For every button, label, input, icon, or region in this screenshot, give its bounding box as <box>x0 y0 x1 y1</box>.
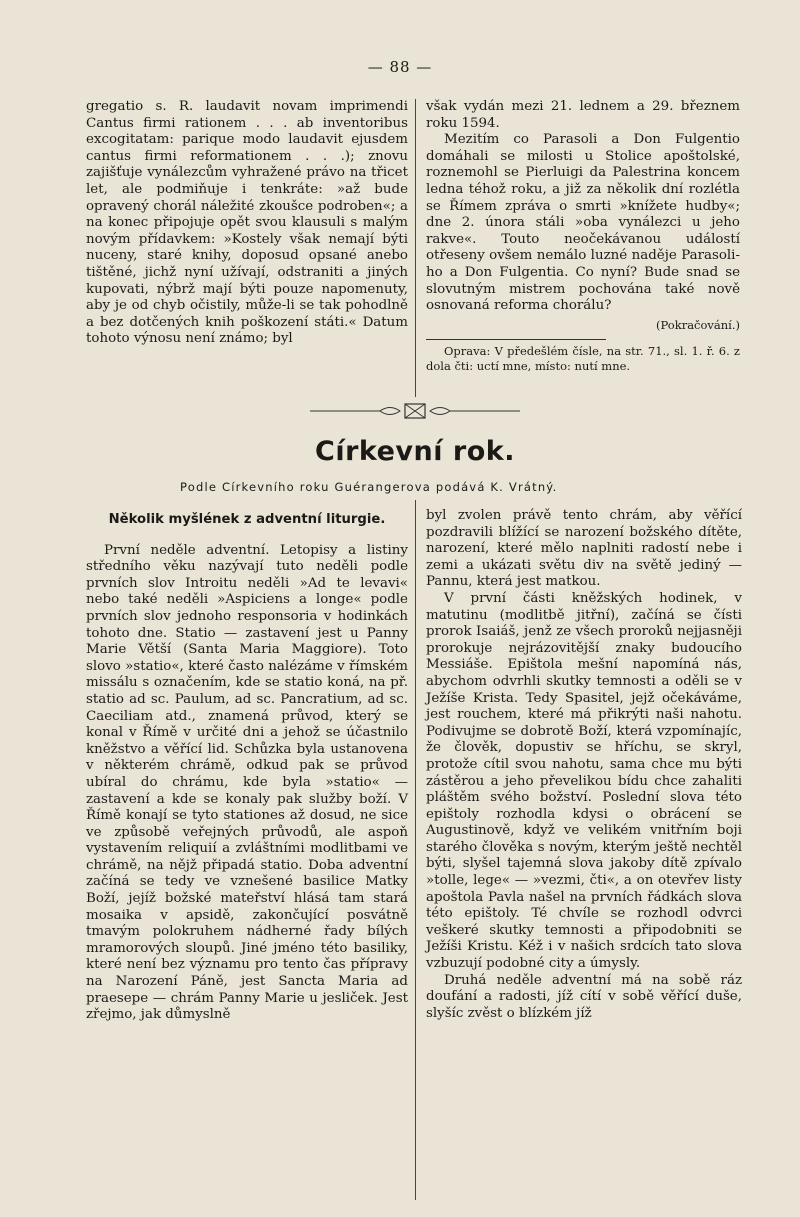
ornament-divider <box>310 400 520 422</box>
top-right-column <box>426 99 740 374</box>
bottom-right-column <box>426 508 742 1022</box>
page-number: — 88 — <box>367 58 433 76</box>
paragraph: První neděle adventní. Letopisy a listiny středního věku nazývají tuto neděli podle prvních slov Introitu neděli »Ad te levavi« nebo také neděli »Aspiciens a longe« podle prvních slov jednoho responsoria v hodinkách tohoto dne. Statio — zastavení jest u Panny Marie Větší (Santa Maria Maggiore). Toto slovo »statio«, které často nalézáme v římském missálu s označením, kde se statio koná, na př. statio ad sc. Paulum, ad sc. Pancratium, ad sc. Caeciliam atd., znamená průvod, který se konal v Římě v určité dni a jehož se účastnilo kněžstvo a věřící lid. Schůzka byla ustanovena v některém chrámě, odkud pak se průvod ubíral do chrámu, kde byla »statio« — zastavení a kde se konaly pak služby boží. V Římě konají se tyto stationes až dosud, ne sice ve způsobě veřejných průvodů, ale aspoň vystavením reliquií a zvláštními modlitbami ve chrámě, na nějž připadá statio. Doba adventní začíná se tedy ve vznešené basilice Matky Boží, jejíž božské mateřství hlásá tam stará mosaika v apsidě, zakončující posvátně tmavým polokruhem nádherné řady bílých mramorových sloupů. Jiné jméno této basiliky, které není bez významu pro tento čas přípravy na Narození Páně, jest Sancta Maria ad praesepe — chrám Panny Marie u jesliček. Jest zřejmo, jak důmyslně <box>86 542 408 1023</box>
paragraph: byl zvolen právě tento chrám, aby věřící pozdravili blížící se narození božského dítěte, narození, které mělo naplniti radostí nebe i zemi a ukázati světu div na světě jediný — Pannu, která jest matkou. <box>426 508 742 590</box>
top-left-column <box>86 99 408 348</box>
paragraph: gregatio s. R. laudavit novam imprimendi Cantus firmi rationem . . . ab inventoribus excogitatam: parique modo laudavit ejusdem cantus firmi reformationem . . .); znovu zajišťuje vynálezcům vyhražené právo na třicet let, ale podmiňuje i tenkráte: »až bude opravený chorál náležité zkoušce podroben«; a na konec připojuje opět svou klausuli s malým novým přídavkem: »Kostely však nemají býti nuceny, staré knihy, doposud opsané anebo tištěné, jichž nyní užívají, odstraniti a jiných kupovati, nýbrž mají býti pouze napomenuty, aby je od chyb očistily, může-li se tak pohodlně a bez dotčených knih poškození státi.« Datum tohoto výnosu není známo; byl <box>86 99 408 347</box>
erratum-note: Oprava: V předešlém čísle, na str. 71., sl. 1. ř. 6. z dola čti: uctí mne, místo: nutí mne. <box>426 344 740 374</box>
column-divider <box>415 500 416 1200</box>
paragraph: V první části kněžských hodinek, v matutinu (modlitbě jitřní), začíná se čísti prorok Isaiáš, jenž ze všech proroků nejjasněji prorokuje nejrázovitější znaky budoucího Messiáše. Epištola mešní napomíná nás, abychom odvrhli skutky temnosti a oděli se v Ježíše Krista. Tedy Spasitel, jejž očekáváme, jest rouchem, které má přikrýti naši nahotu. Podivujme se dobrotě Boží, která vzpomínajíc, že člověk, dopustiv se hříchu, se skryl, protože cítil svou nahotu, sama chce mu býti zástěrou a jeho převelikou bídu chce zahaliti pláštěm svého božství. Poslední slova této epištoly rozhodla kdysi o obrácení se Augustinově, když ve velikém vnitřním boji starého člověka s novým, kterým ještě nechtěl býti, slyšel tajemná slova jakoby dítě zpívalo »tolle, lege« — »vezmi, čti«, a on otevřev listy apoštola Pavla našel na prvních řádkách slova této epištoly. Té chvíle se rozhodl odvrci veškeré skutky temnosti a připodobniti se Ježíši Kristu. Kéž i v našich srdcích tato slova vzbuzují podobné city a úmysly. <box>426 590 742 972</box>
paragraph: však vydán mezi 21. lednem a 29. březnem roku 1594. <box>426 99 740 131</box>
article-byline: Podle Církevního roku Guérangerova podává K. Vrátný. <box>180 480 558 494</box>
article-title: Církevní rok. <box>315 436 515 467</box>
bottom-left-column <box>86 508 408 1024</box>
continued-note: (Pokračování.) <box>656 317 740 332</box>
footnote-rule <box>426 339 606 340</box>
column-divider <box>415 99 416 397</box>
article-subheading: Několik myšlének z adventní liturgie. <box>108 512 386 527</box>
paragraph: Mezitím co Parasoli a Don Fulgentio domáhali se milosti u Stolice apoštolské, roznemohl se Pierluigi da Palestrina koncem ledna téhož roku, a již za několik dní rozlétla se Římem zpráva o smrti »knížete hudby«; dne 2. února stáli »oba vynálezci u jeho rakve«. Touto neočekávanou událostí otřeseny ovšem nemálo luzné naděje Parasoli-ho a Don Fulgentia. Co nyní? Bude snad se slovutným mistrem pochována také nově osnovaná reforma chorálu? <box>426 132 740 314</box>
paragraph: Druhá neděle adventní má na sobě ráz doufání a radosti, jíž cítí v sobě věřící duše, slyšíc zvěst o blízkém jíž <box>426 972 742 1021</box>
